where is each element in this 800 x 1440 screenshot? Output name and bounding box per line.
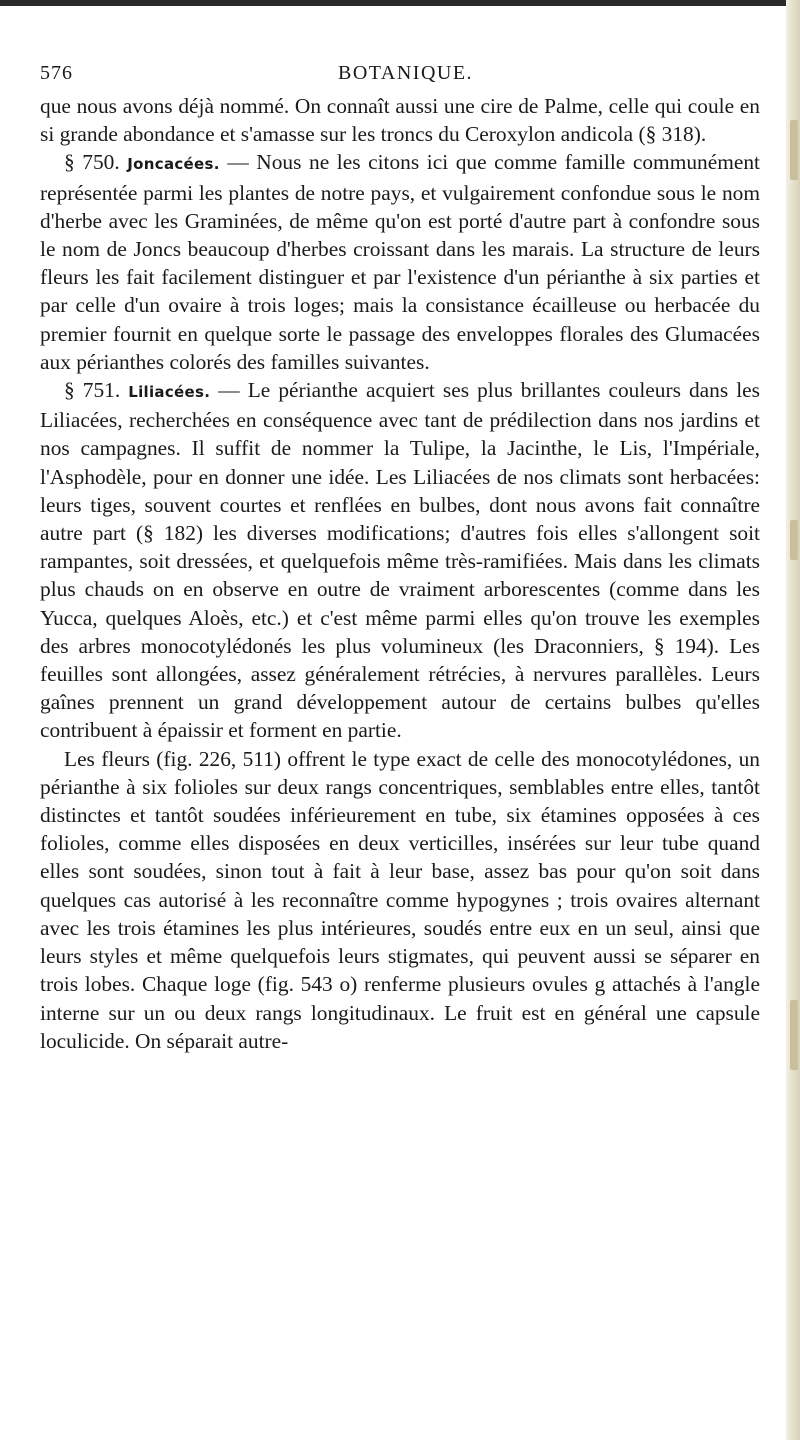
section-heading: Liliacées. [128, 383, 211, 402]
paragraph-fleurs: Les fleurs (fig. 226, 511) offrent le type exact de celle des monocotylédones, un périanthe à six folioles sur deux rangs concentriques, semblables entre elles, tantôt distinctes et tantôt soudées inférieurement en tube, six étamines opposées à ces folioles, comme elles disposées en deux verticilles, insérées sur leur tube quand elles sont soudées, sinon tout à fait à leur base, assez bas pour qu'on soit dans quelques cas autorisé à les reconnaître comme hypogynes ; trois ovaires alternant avec les trois étamines les plus intérieures, soudés entre eux en un seul, ainsi que leurs styles et même quelquefois leurs stigmates, qui peuvent aussi se séparer en trois lobes. Chaque loge (fig. 543 o) renferme plusieurs ovules g attachés à l'angle interne sur un ou deux rangs longitudinaux. Le fruit est en général une capsule loculicide. On séparait autre- [40, 746, 760, 1053]
paragraph-body: — Le périanthe acquiert ses plus brillantes couleurs dans les Liliacées, recherchées en conséquence avec tant de prédilection dans nos jardins et nos campagnes. Il suffit de nommer la Tulipe, la Jacinthe, le Lis, l'Impériale, l'Asphodèle, pour en donner une idée. Les Liliacées de nos climats sont herbacées: leurs tiges, souvent courtes et renflées en bulbes, dont nous avons fait connaître autre part (§ 182) les diverses modifications; d'autres fois elles s'allongent soit rampantes, soit dressées, et quelquefois même très-ramifiées. Mais dans les climats plus chauds on en observe en outre de vraiment arborescentes (comme dans les Yucca, quelques Aloès, etc.) et c'est même parmi elles qu'on trouve les exemples des arbres monocotylédonés les plus volumineux (les Draconniers, § 194). Les feuilles sont allongées, assez généralement rétrécies, à nervures parallèles. Leurs gaînes prennent un grand développement autour de certains bulbes qu'elles contribuent à épaissir et forment en partie. [40, 378, 760, 743]
page [30, 58, 770, 1055]
paragraph-liliacees [30, 376, 770, 745]
top-border [0, 0, 800, 6]
paragraph-joncacees [30, 148, 770, 376]
running-title: BOTANIQUE. [338, 62, 474, 84]
section-number: § 751. [64, 378, 121, 403]
section-heading: Joncacées. [127, 155, 220, 174]
paragraph-intro: que nous avons déjà nommé. On connaît aussi une cire de Palme, celle qui coule en si grande abondance et s'amasse sur les troncs du Ceroxylon andicola (§ 318). [40, 94, 760, 147]
page-edge [786, 0, 800, 1440]
page-number: 576 [40, 62, 73, 84]
paragraph-body: — Nous ne les citons ici que comme famille communément représentée parmi les plantes de notre pays, et vulgairement confondue sous le nom d'herbe avec les Graminées, de même qu'on est porté d'autre part à confondre sous le nom de Joncs beaucoup d'herbes croissant dans les marais. La structure de leurs fleurs les fait facilement distinguer et par l'existence d'un périanthe à six parties et par celle d'un ovaire à trois loges; mais la consistance écailleuse ou herbacée du premier fournit en quelque sorte le passage des enveloppes florales des Glumacées aux périanthes colorés des familles suivantes. [40, 150, 760, 374]
section-number: § 750. [64, 150, 120, 175]
running-head [30, 58, 770, 88]
